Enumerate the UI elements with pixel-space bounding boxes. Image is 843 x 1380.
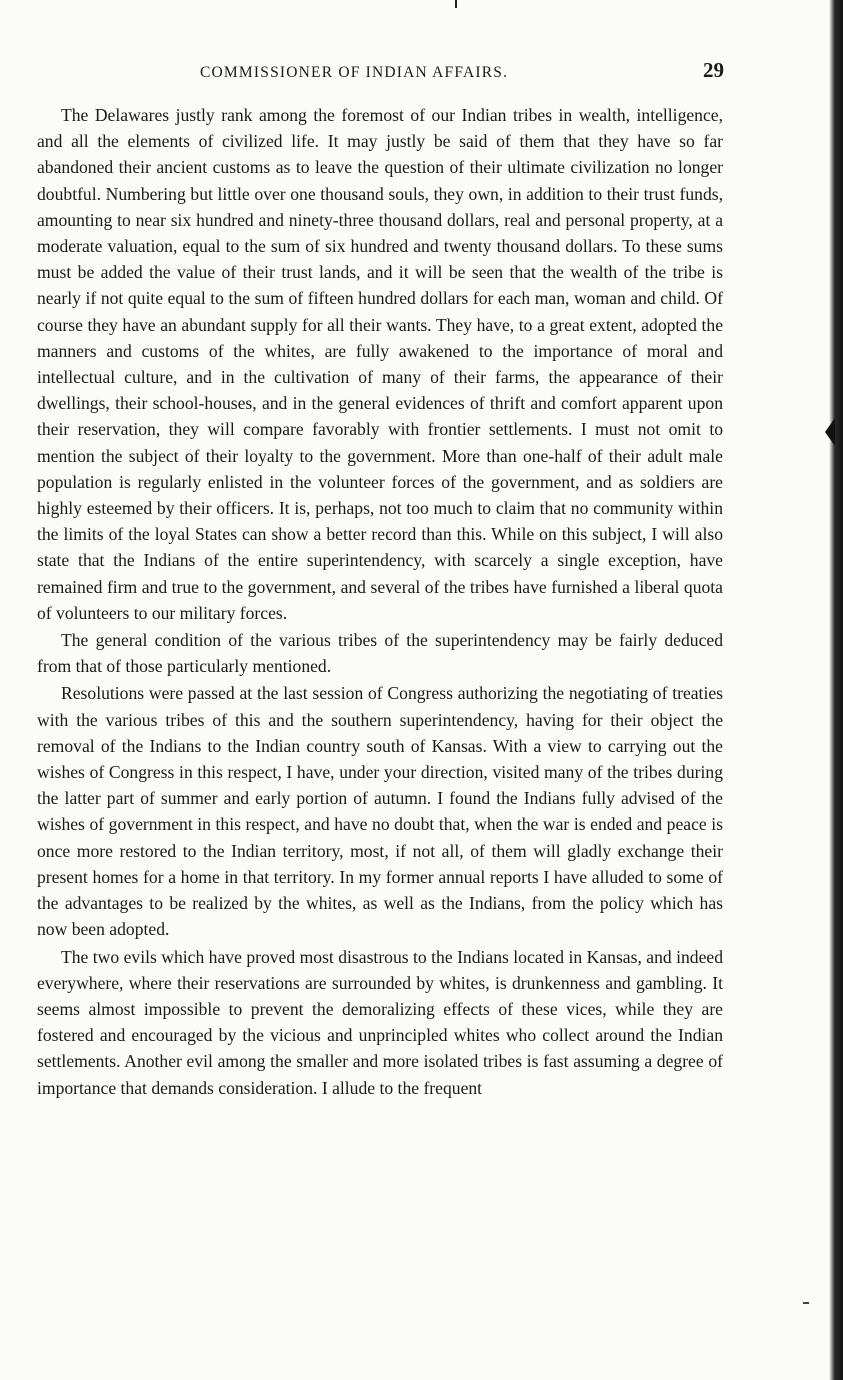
scan-artifact-mark [803, 1302, 809, 1304]
body-text [37, 102, 723, 1102]
page-number: 29 [703, 58, 724, 82]
paragraph-resolutions: Resolutions were passed at the last session of Congress authorizing the negotiating of treaties with the various tribes of this and the southern superintendency, having for their object the removal of the Indians to the Indian country south of Kansas. With a view to carrying out the wishes of Congress in this respect, I have, under your direction, visited many of the tribes during the latter part of summer and early portion of autumn. I found the Indians fully advised of the wishes of government in this respect, and have no doubt that, when the war is ended and peace is once more restored to the Indian territory, most, if not all, of them will gladly exchange their present homes for a home in that territory. In my former annual reports I have alluded to some of the advantages to be realized by the whites, as well as the Indians, from the policy which has now been adopted. [37, 683, 723, 940]
binding-tab-mark [825, 418, 835, 446]
page-binding-edge [829, 0, 843, 1380]
page-header [36, 58, 724, 88]
paragraph-delawares: The Delawares justly rank among the foremost of our Indian tribes in wealth, intelligence, and all the elements of civilized life. It may justly be said of them that they have so far abandoned their ancient customs as to leave the question of their ultimate civilization no longer doubtful. Numbering but little over one thousand souls, they own, in addition to their trust funds, amounting to near six hundred and ninety-three thousand dollars, real and personal property, at a moderate valuation, equal to the sum of six hundred and twenty thousand dollars. To these sums must be added the value of their trust lands, and it will be seen that the wealth of the tribe is nearly if not quite equal to the sum of fifteen hundred dollars for each man, woman and child. Of course they have an abundant supply for all their wants. They have, to a great extent, adopted the manners and customs of the whites, are fully awakened to the importance of moral and intellectual culture, and in the cultivation of many of their farms, the appearance of their dwellings, their school-houses, and in the general evidences of thrift and comfort apparent upon their reservation, they will compare favorably with frontier settlements. I must not omit to mention the subject of their loyalty to the government. More than one-half of their adult male population is regularly enlisted in the volunteer forces of the government, and as soldiers are highly esteemed by their officers. It is, perhaps, not too much to claim that no community within the limits of the loyal States can show a better record than this. While on this subject, I will also state that the Indians of the entire superintendency, with scarcely a single exception, have remained firm and true to the government, and several of the tribes have furnished a liberal quota of volunteers to our military forces. [37, 105, 723, 623]
scan-artifact-tick [455, 0, 457, 8]
paragraph-general-condition: The general condition of the various tribes of the superintendency may be fairly deduced from that of those particularly mentioned. [37, 630, 723, 677]
paragraph-two-evils: The two evils which have proved most disastrous to the Indians located in Kansas, and indeed everywhere, where their reservations are surrounded by whites, is drunkenness and gambling. It seems almost impossible to prevent the demoralizing effects of these vices, while they are fostered and encouraged by the vicious and unprincipled whites who collect around the Indian settlements. Another evil among the smaller and more isolated tribes is fast assuming a degree of importance that demands consideration. I allude to the frequent [37, 946, 723, 1098]
running-title: COMMISSIONER OF INDIAN AFFAIRS. [200, 64, 509, 81]
